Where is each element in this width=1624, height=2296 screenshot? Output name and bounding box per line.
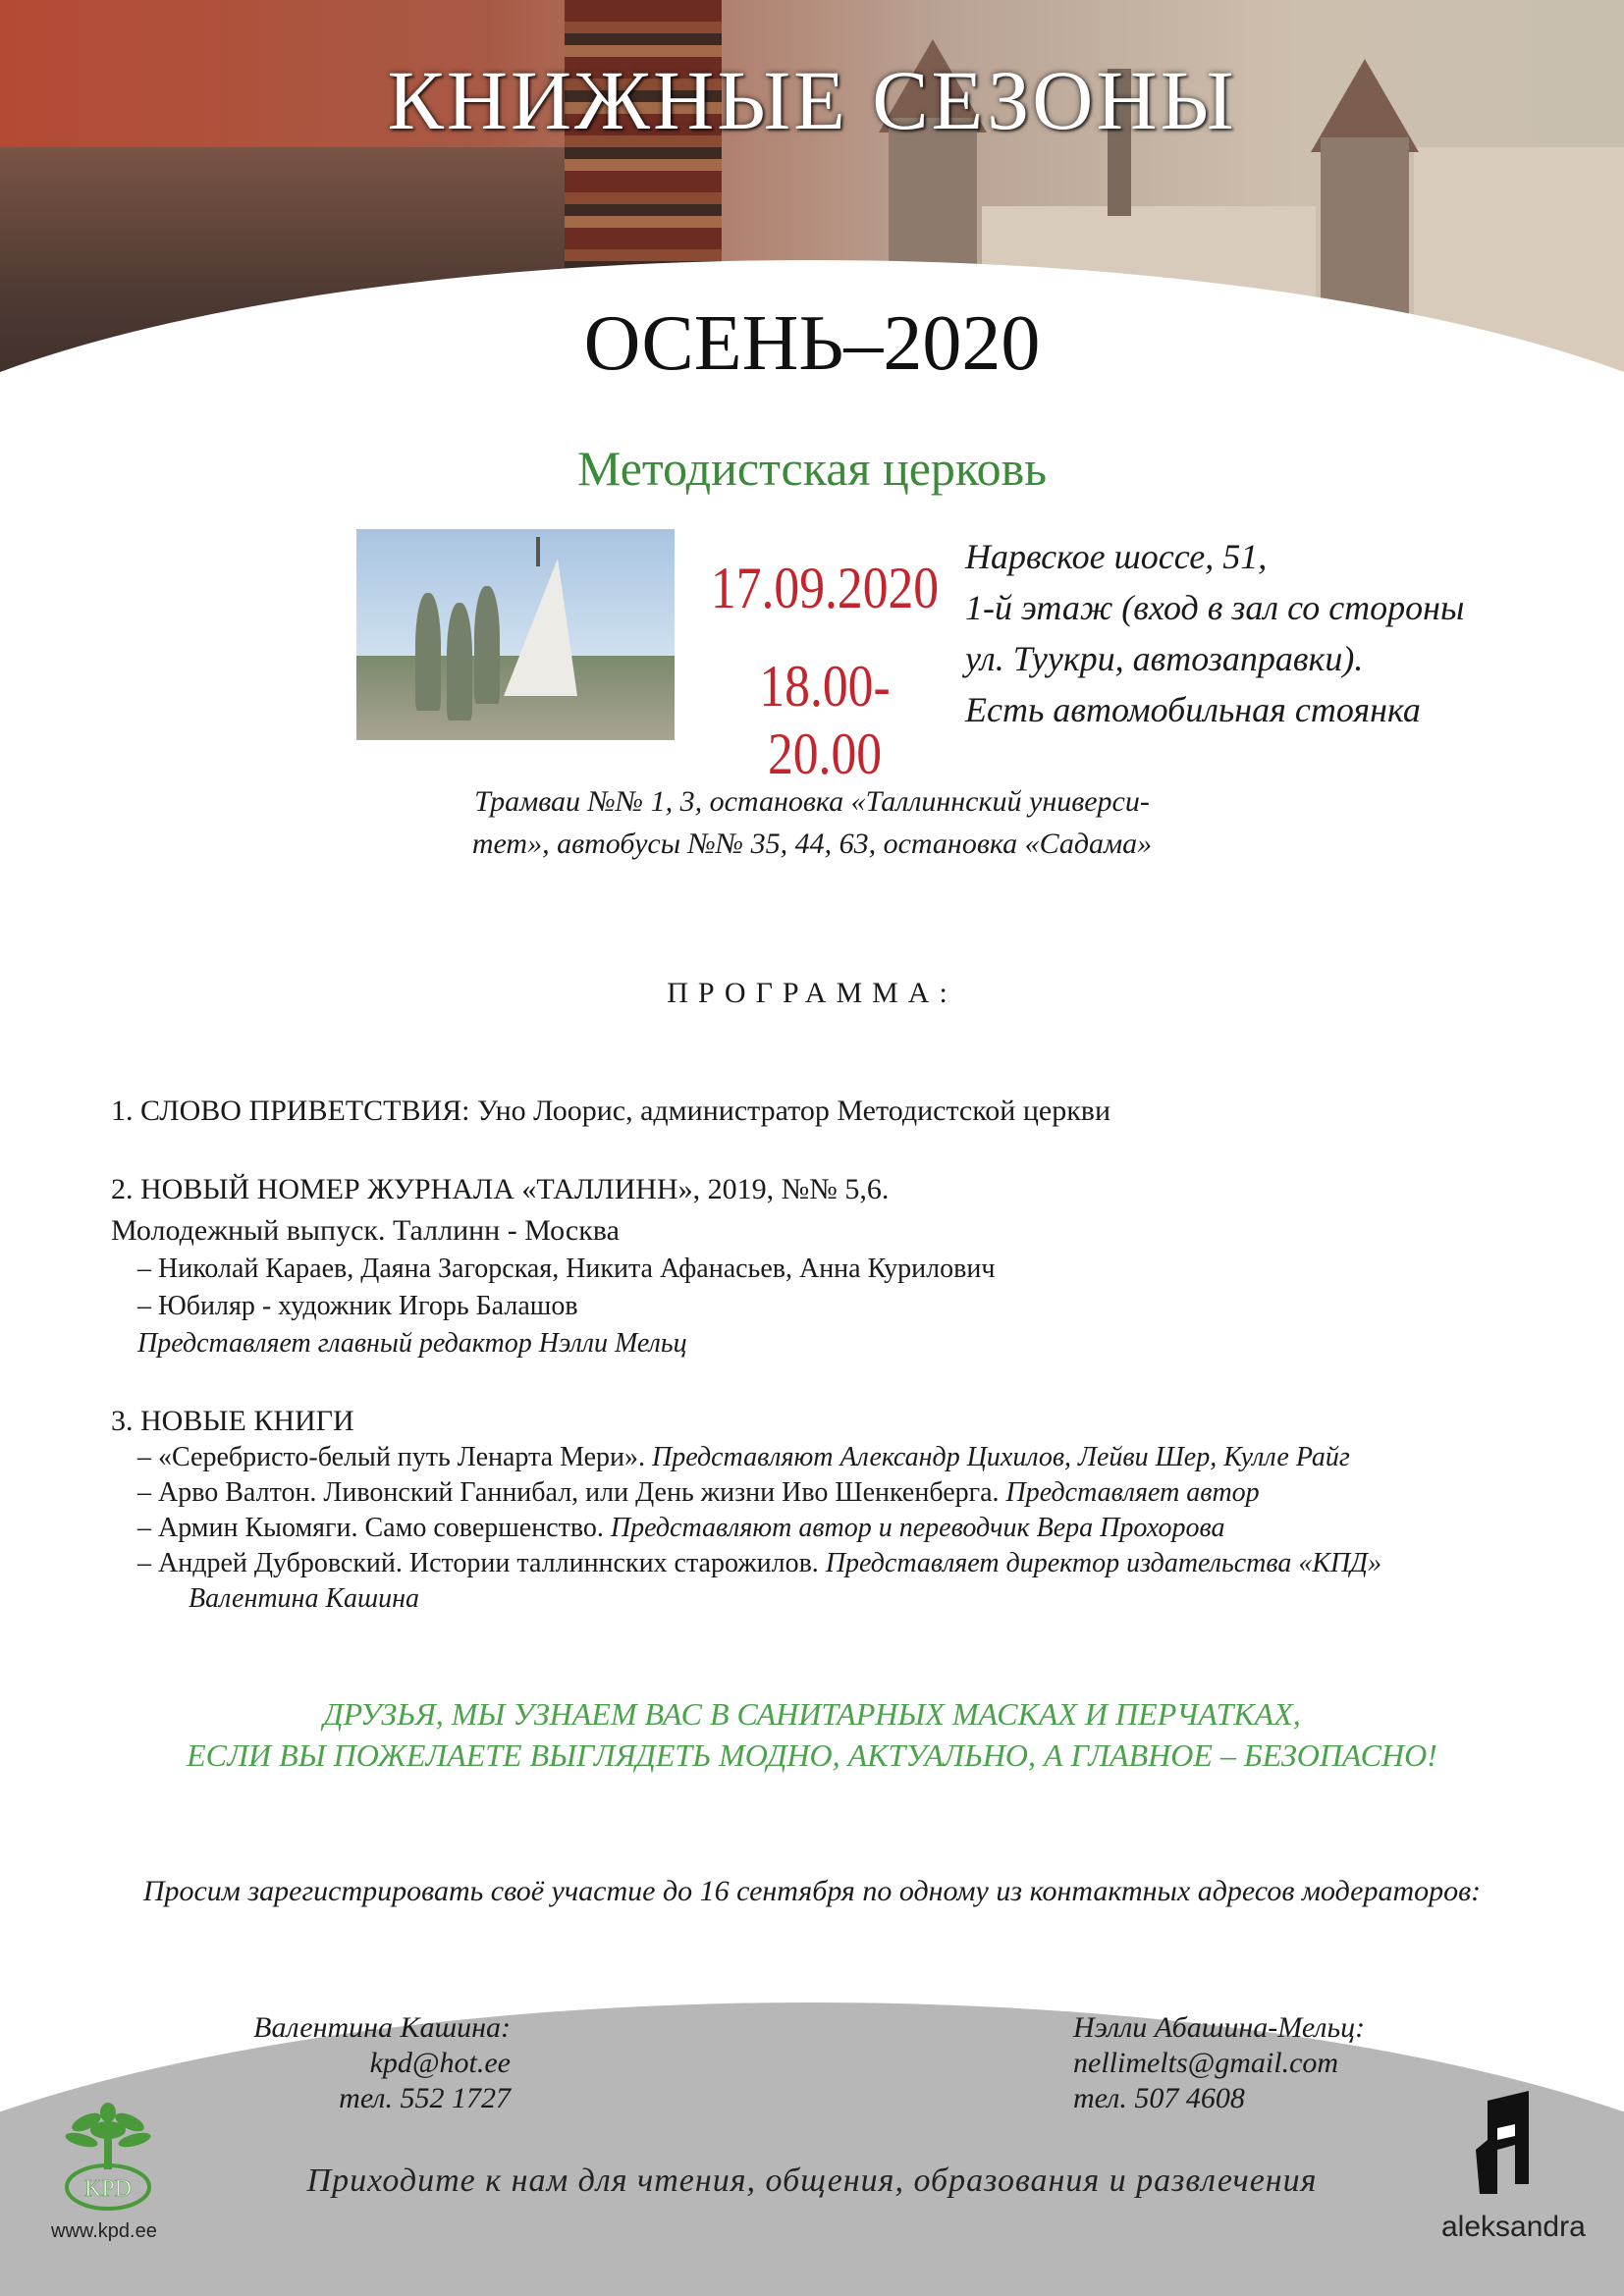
book-presenter: Представляют Александр Цихилов, Лейви Шер, Кулле Райг	[645, 1442, 1350, 1472]
book-presenter: Представляют автор и переводчик Вера Прохорова	[603, 1513, 1225, 1543]
contact-name: Нэлли Абашина-Мельц:	[1073, 2011, 1366, 2044]
safety-notice-line: ЕСЛИ ВЫ ПОЖЕЛАЕТЕ ВЫГЛЯДЕТЬ МОДНО, АКТУАЛЬНО, А ГЛАВНОЕ – БЕЗОПАСНО!	[187, 1737, 1437, 1773]
registration-request: Просим зарегистрировать своё участие до 16 сентября по одному из контактных адресов модераторов:	[142, 1875, 1482, 1907]
address-line: Нарвское шоссе, 51,	[965, 537, 1268, 576]
season-title: ОСЕНЬ–2020	[583, 300, 1041, 387]
book-entry	[137, 1477, 1260, 1509]
contact-left	[196, 2010, 511, 2116]
tree	[447, 603, 472, 721]
book-presenter: Представляет автор	[999, 1477, 1260, 1508]
contact-email[interactable]: kpd@hot.ee	[369, 2047, 511, 2079]
book-presenter-continued: Валентина Кашина	[189, 1583, 420, 1614]
contact-phone: тел. 552 1727	[339, 2082, 511, 2114]
book-presenter: Представляет директор издательства «КПД»	[818, 1548, 1381, 1578]
event-time: 18.00-20.00	[759, 654, 891, 786]
tree	[415, 593, 441, 711]
book-title: – Армин Кыомяги. Само совершенство.	[137, 1513, 604, 1543]
transport-line: Трамваи №№ 1, 3, остановка «Таллиннский универси-	[474, 785, 1150, 818]
program-item-2-jubilee: – Юбиляр - художник Игорь Балашов	[137, 1291, 578, 1321]
contact-name: Валентина Кашина:	[253, 2011, 511, 2044]
kpd-logo-text: KPD	[83, 2176, 133, 2202]
church-photo	[356, 529, 675, 740]
address-line: 1-й этаж (вход в зал со стороны	[965, 588, 1465, 627]
program-item-2-subtitle: Молодежный выпуск. Таллинн - Москва	[111, 1214, 620, 1247]
church-building	[504, 559, 577, 696]
program-item-1: 1. СЛОВО ПРИВЕТСТВИЯ: Уно Лоорис, администратор Методистской церкви	[111, 1095, 1111, 1127]
contact-phone: тел. 507 4608	[1073, 2082, 1245, 2114]
book-title: – «Серебристо-белый путь Ленарта Мери».	[137, 1442, 646, 1472]
tree	[474, 586, 500, 704]
publisher-name: aleksandra	[1441, 2211, 1586, 2243]
footer-slogan: Приходите к нам для чтения, общения, образования и развлечения	[306, 2163, 1318, 2199]
book-title: – Андрей Дубровский. Истории таллиннских старожилов.	[137, 1548, 819, 1578]
program-item-2-presenter: Представляет главный редактор Нэлли Мельц	[137, 1328, 687, 1359]
book-entry	[137, 1442, 1350, 1473]
book-entry	[137, 1548, 1381, 1579]
kpd-website-link[interactable]: www.kpd.ee	[51, 2220, 157, 2242]
event-date: 17.09.2020	[710, 556, 940, 620]
safety-notice-line: ДРУЗЬЯ, МЫ УЗНАЕМ ВАС В САНИТАРНЫХ МАСКАХ И ПЕРЧАТКАХ,	[323, 1696, 1301, 1732]
brand-title: КНИЖНЫЕ СЕЗОНЫ	[387, 53, 1237, 147]
program-item-2-title: 2. НОВЫЙ НОМЕР ЖУРНАЛА «ТАЛЛИНН», 2019, №№ 5,6.	[111, 1173, 890, 1205]
transport-line: тет», автобусы №№ 35, 44, 63, остановка «Садама»	[471, 828, 1153, 860]
address-line: ул. Туукри, автозаправки).	[965, 639, 1364, 678]
address-line: Есть автомобильная стоянка	[965, 690, 1421, 729]
book-title: – Арво Валтон. Ливонский Ганнибал, или День жизни Иво Шенкенберга.	[137, 1477, 1000, 1508]
program-heading: ПРОГРАММА:	[667, 977, 957, 1009]
program-item-3-title: 3. НОВЫЕ КНИГИ	[111, 1405, 354, 1437]
book-entry	[137, 1513, 1225, 1544]
venue-name: Методистская церковь	[576, 441, 1048, 496]
transport-info	[0, 780, 1624, 865]
aleksandra-logo	[1468, 2091, 1537, 2199]
event-address	[965, 531, 1464, 735]
program-item-2-authors: – Николай Караев, Даяна Загорская, Никита Афанасьев, Анна Курилович	[137, 1254, 996, 1284]
contact-email[interactable]: nellimelts@gmail.com	[1073, 2047, 1339, 2079]
